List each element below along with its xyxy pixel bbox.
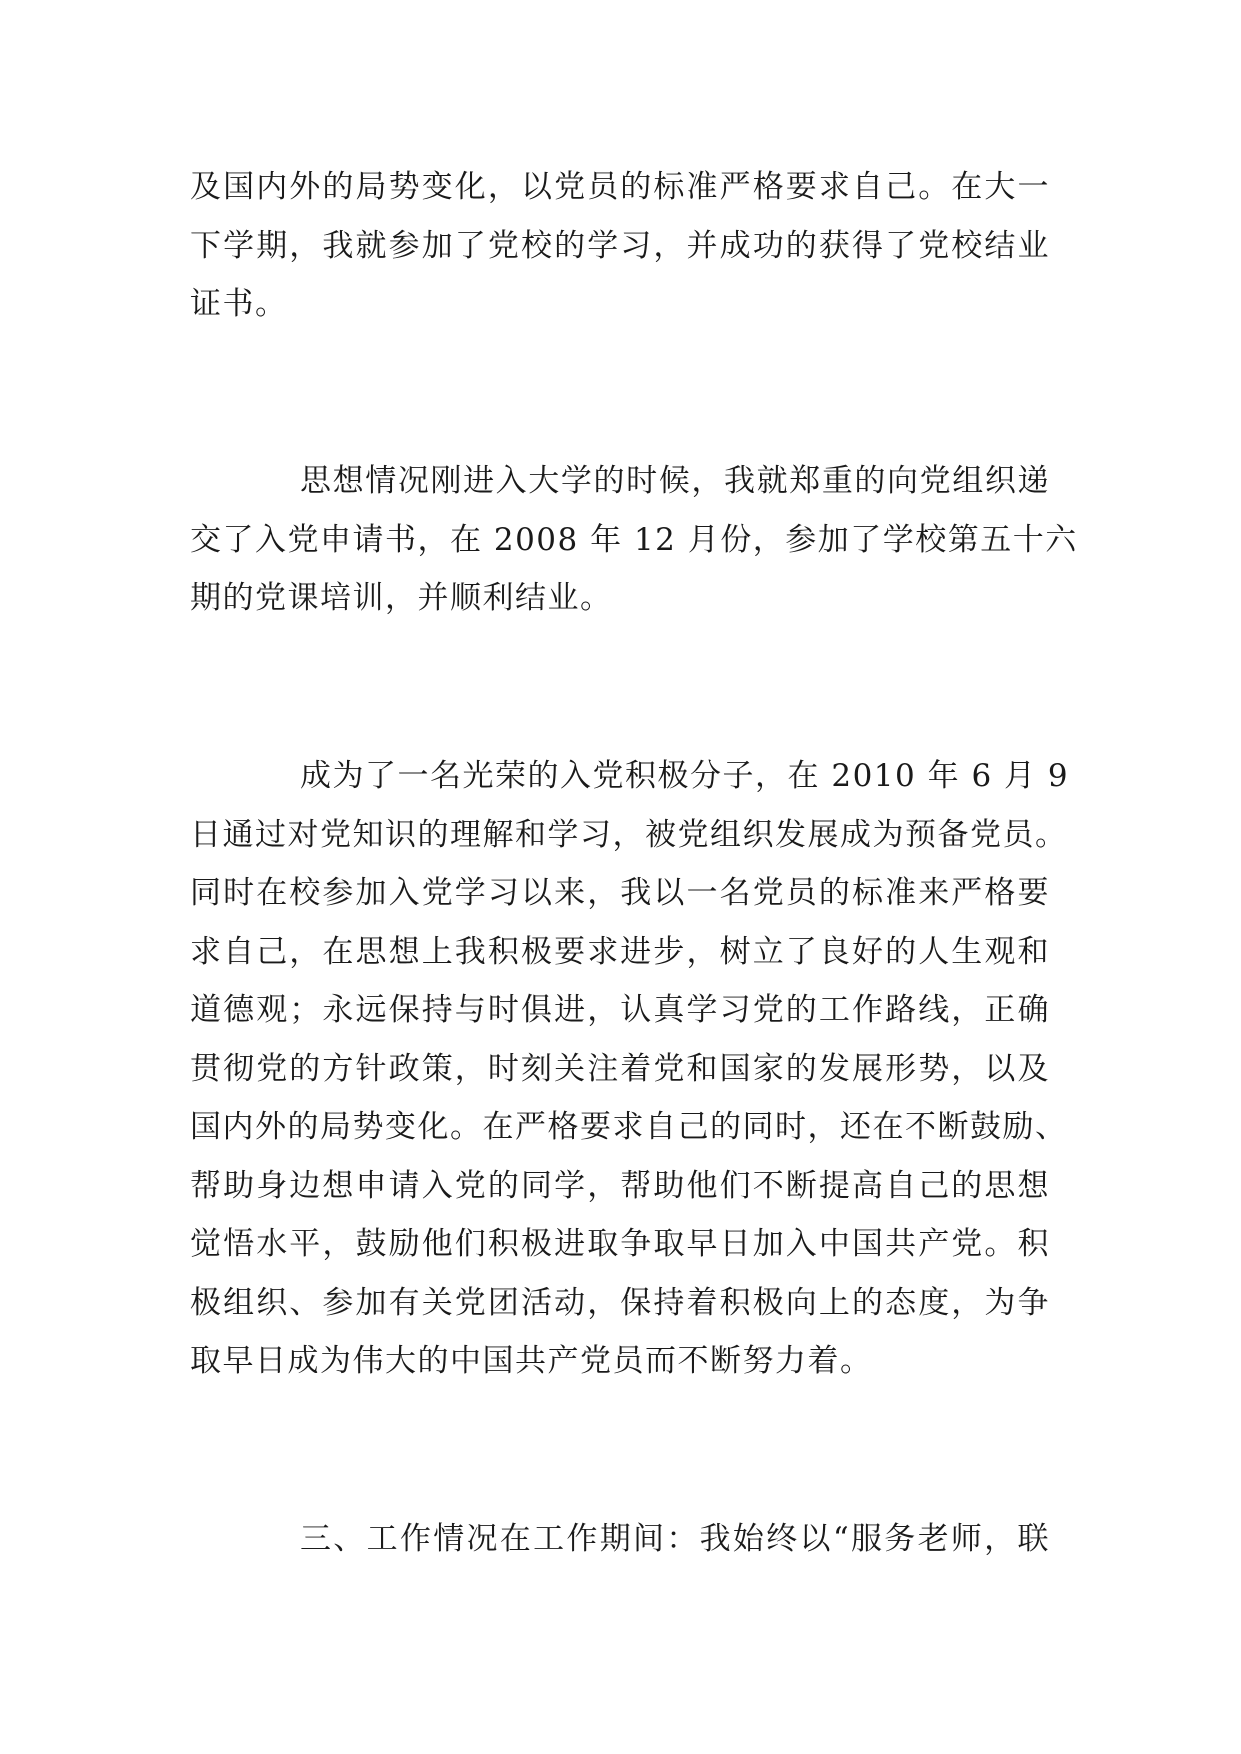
text-line: 交了入党申请书，在 2008 年 12 月份，参加了学校第五十六 (190, 521, 1078, 558)
text-line: 求自己，在思想上我积极要求进步，树立了良好的人生观和 (190, 933, 1050, 970)
text-line: 贯彻党的方针政策，时刻关注着党和国家的发展形势，以及 (190, 1050, 1050, 1087)
text-line: 证书。 (190, 286, 288, 322)
text-line: 极组织、参加有关党团活动，保持着积极向上的态度，为争 (190, 1284, 1050, 1321)
text-line: 期的党课培训，并顺利结业。 (190, 580, 613, 616)
paragraph-3 (190, 747, 1070, 1391)
text-line: 日通过对党知识的理解和学习，被党组织发展成为预备党员。 (190, 816, 1068, 853)
text-line: 道德观；永远保持与时俱进，认真学习党的工作路线，正确 (190, 992, 1050, 1028)
text-line: 成为了一名光荣的入党积极分子，在 2010 年 6 月 9 (300, 758, 1070, 794)
text-line: 下学期，我就参加了党校的学习，并成功的获得了党校结业 (190, 227, 1050, 264)
text-line: 思想情况刚进入大学的时候，我就郑重的向党组织递 (300, 463, 1050, 499)
paragraph-2 (190, 452, 1078, 628)
text-line: 觉悟水平，鼓励他们积极进取争取早日加入中国共产党。积 (190, 1226, 1050, 1262)
paragraph-4 (190, 1510, 1050, 1569)
text-line: 帮助身边想申请入党的同学，帮助他们不断提高自己的思想 (190, 1167, 1050, 1204)
text-line: 三、工作情况在工作期间：我始终以“服务老师，联 (300, 1521, 1050, 1557)
text-line: 及国内外的局势变化，以党员的标准严格要求自己。在大一 (190, 169, 1050, 205)
text-line: 取早日成为伟大的中国共产党员而不断努力着。 (190, 1343, 873, 1379)
text-line: 同时在校参加入党学习以来，我以一名党员的标准来严格要 (190, 875, 1050, 911)
text-line: 国内外的局势变化。在严格要求自己的同时，还在不断鼓励、 (190, 1109, 1068, 1145)
paragraph-1 (190, 158, 1050, 334)
